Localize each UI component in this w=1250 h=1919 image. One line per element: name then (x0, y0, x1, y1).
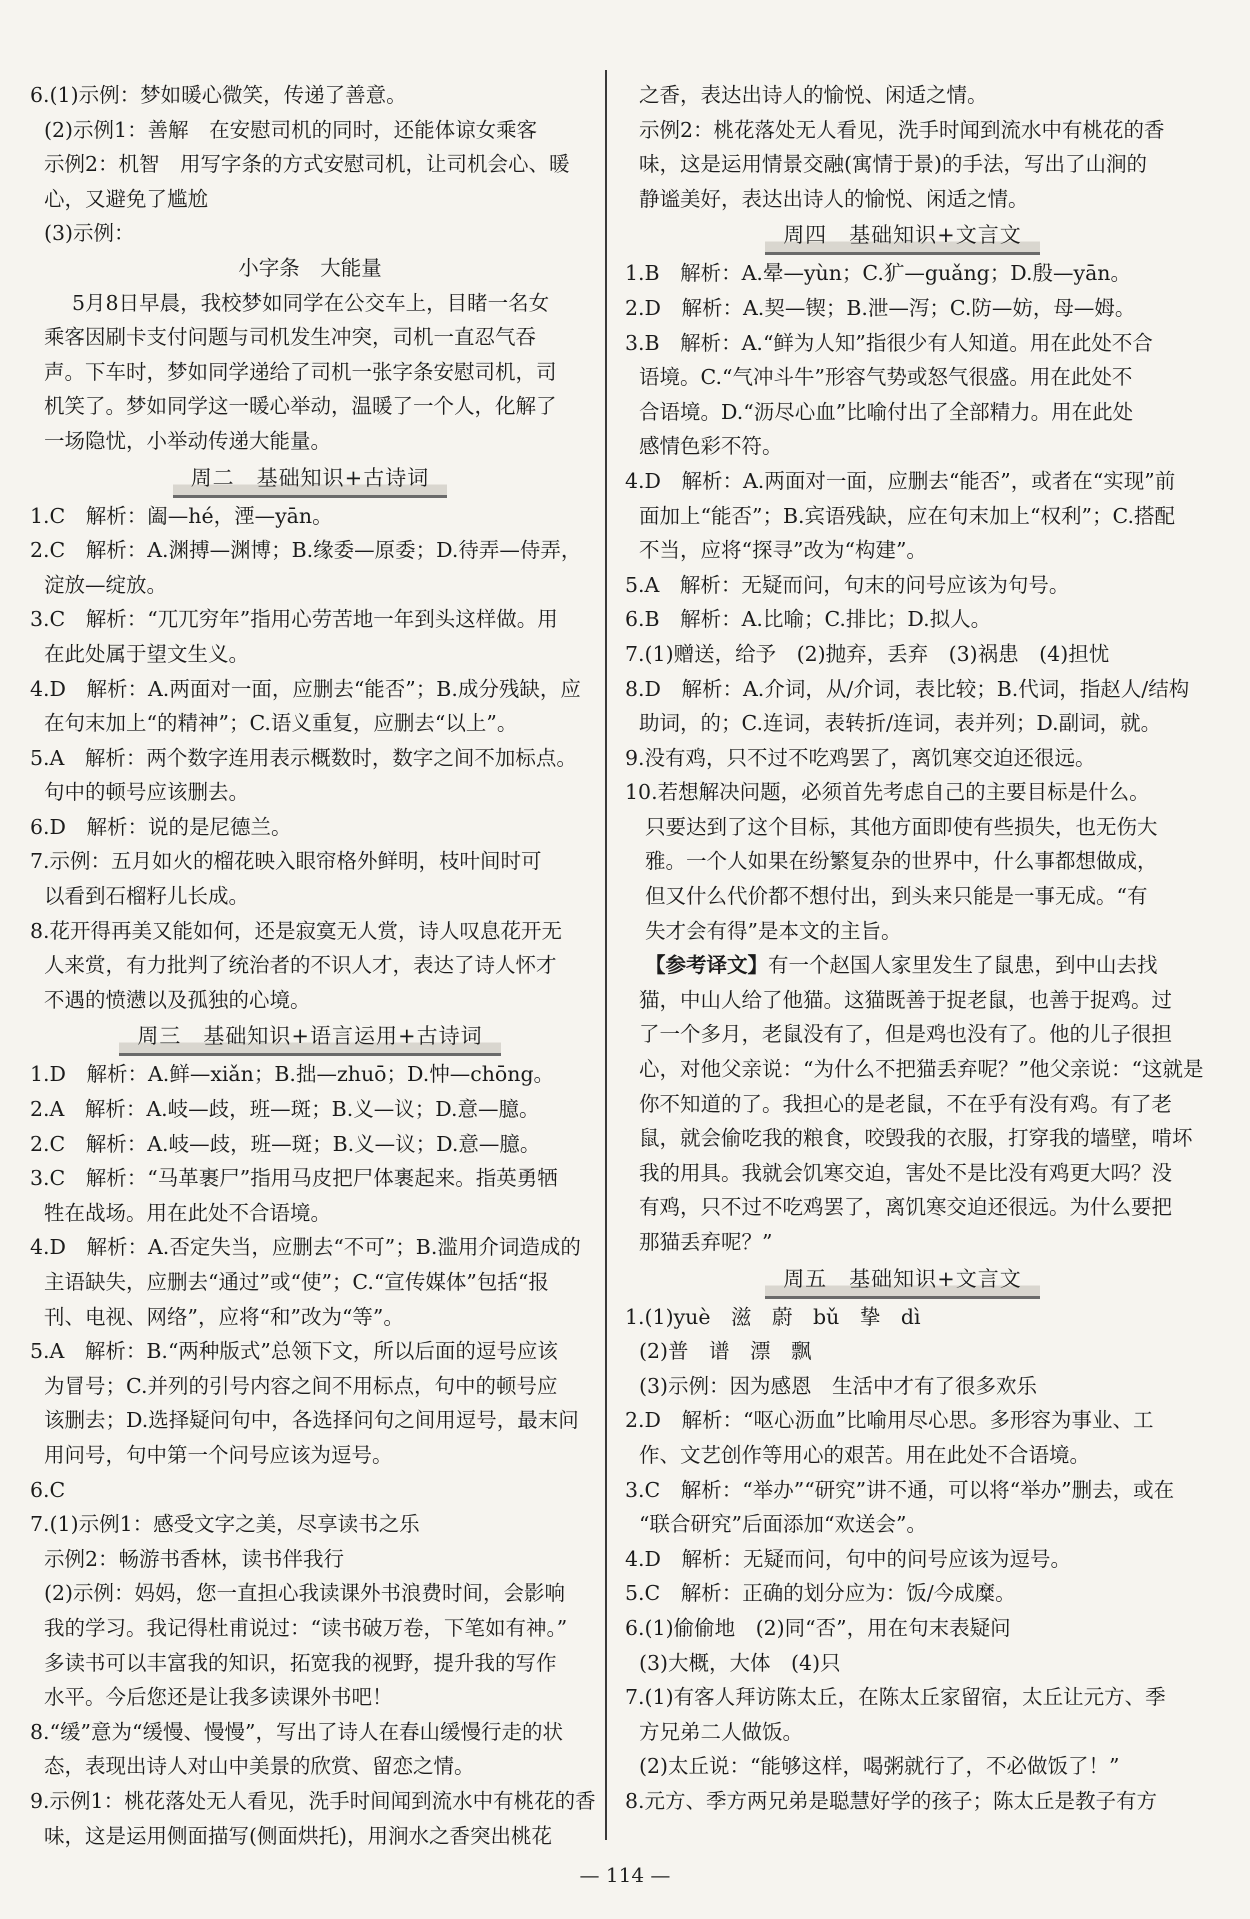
left-column (30, 78, 596, 1853)
answer-line-text: 助词，的；C.连词，表转折/连词，表并列；D.副词，就。 (639, 711, 1162, 736)
answer-line (30, 1092, 590, 1127)
answer-line-text: 7.(1)示例1：感受文字之美，尽享读书之乐 (30, 1512, 420, 1537)
answer-line (625, 602, 1180, 637)
column-divider (605, 70, 607, 1840)
answer-line (30, 1230, 590, 1265)
answer-line (625, 78, 1180, 113)
answer-line-text: 2.D 解析：“呕心沥血”比喻用尽心思。多形容为事业、工 (625, 1408, 1154, 1433)
answer-line-text: 示例2：畅游书香林，读书伴我行 (44, 1546, 345, 1571)
answer-line-text: 但又什么代价都不想付出，到头来只能是一事无成。“有 (645, 884, 1148, 909)
answer-line-text: 8.“缓”意为“缓慢、慢慢”，写出了诗人在春山缓慢行走的状 (30, 1719, 563, 1744)
answer-line-text: 6.(1)示例：梦如暖心微笑，传递了善意。 (30, 83, 407, 107)
answer-line-text: 5.A 解析：无疑而问，句末的问号应该为句号。 (625, 572, 1070, 597)
answer-line (625, 1784, 1180, 1819)
answer-line-text: 以看到石榴籽儿长成。 (44, 884, 249, 909)
answer-line-text: 多读书可以丰富我的知识，拓宽我的视野，提升我的写作 (44, 1650, 557, 1675)
answer-line (30, 602, 590, 637)
answer-line-text: 牲在战场。用在此处不合语境。 (44, 1200, 331, 1225)
answer-line (625, 113, 1180, 148)
answer-line (625, 1749, 1180, 1784)
answer-line (625, 1225, 1180, 1260)
answer-line-text: 心，又避免了尴尬 (44, 186, 208, 211)
answer-line (30, 533, 590, 568)
answer-line-text: 声。下车时，梦如同学递给了司机一张字条安慰司机，司 (44, 359, 557, 384)
answer-line-text: (2)示例1：善解 在安慰司机的同时，还能体谅女乘客 (44, 117, 538, 142)
answer-line-text: 3.B 解析：A.“鲜为人知”指很少有人知道。用在此处不合 (625, 330, 1153, 355)
answer-line-text: 有鸡，只不过不吃鸡罢了，离饥寒交迫还很远。为什么要把 (639, 1195, 1172, 1220)
answer-line-text: (2)示例：妈妈，您一直担心我读课外书浪费时间，会影响 (44, 1581, 566, 1606)
answer-line (30, 741, 590, 776)
answer-line-text: 面加上“能否”；B.宾语残缺，应在句末加上“权利”；C.搭配 (639, 503, 1175, 528)
answer-line-text: 刊、电视、网络”，应将“和”改为“等”。 (44, 1304, 404, 1329)
answer-line (625, 568, 1180, 603)
answer-line-text: 了一个多月，老鼠没有了，但是鸡也没有了。他的儿子很担 (639, 1022, 1172, 1047)
answer-line (625, 948, 1180, 983)
answer-line (30, 113, 590, 148)
answer-line-text: 8.元方、季方两兄弟是聪慧好学的孩子；陈太丘是教子有方 (625, 1788, 1158, 1813)
answer-line (30, 948, 590, 983)
answer-line (30, 251, 590, 286)
answer-line (625, 499, 1180, 534)
answer-line (30, 1784, 596, 1819)
answer-line (625, 1017, 1180, 1052)
answer-line-text: “联合研究”后面添加“欢送会”。 (639, 1512, 927, 1537)
answer-line (30, 1265, 590, 1300)
answer-line-text: 1.C 解析：阖—hé，湮—yān。 (30, 503, 333, 528)
answer-line-text: 2.C 解析：A.渊搏—渊博；B.缘委—原委；D.待弄—侍弄， (30, 538, 582, 563)
answer-line (30, 672, 590, 707)
answer-line (30, 1127, 590, 1162)
answer-line-text: 6.D 解析：说的是尼德兰。 (30, 814, 292, 839)
answer-line (625, 291, 1180, 326)
answer-line-text: 水平。今后您还是让我多读课外书吧！ (44, 1685, 393, 1710)
answer-line-text: (3)示例： (44, 221, 135, 246)
answer-line (625, 810, 1180, 845)
answer-line (30, 1300, 590, 1335)
answer-line (30, 1196, 590, 1231)
answer-line-text: 5.A 解析：B.“两种版式”总领下文，所以后面的逗号应该 (30, 1339, 558, 1364)
answer-line-text: 9.示例1：桃花落处无人看见，洗手时间闻到流水中有桃花的香 (30, 1788, 596, 1813)
section-heading (30, 461, 590, 497)
answer-line-text: 在此处属于望文生义。 (44, 641, 249, 666)
answer-line-text: (3)大概，大体 (4)只 (639, 1650, 841, 1675)
answer-line (30, 844, 590, 879)
section-heading-text: 周四 基础知识+文言文 (765, 217, 1040, 255)
answer-line-text: 示例2：桃花落处无人看见，洗手时闻到流水中有桃花的香 (639, 117, 1165, 142)
answer-line (30, 637, 590, 672)
answer-line (30, 1542, 590, 1577)
answer-line-text: 一场隐忧，小举动传递大能量。 (44, 428, 331, 453)
answer-line (625, 879, 1180, 914)
answer-line (625, 429, 1180, 464)
section-heading (30, 1019, 590, 1055)
answer-line-text: 为冒号；C.并列的引号内容之间不用标点，句中的顿号应 (44, 1373, 558, 1398)
answer-line (30, 147, 590, 182)
answer-line (625, 1121, 1193, 1156)
answer-line (625, 1507, 1180, 1542)
answer-line (625, 1646, 1180, 1681)
answer-line-text: 乘客因刷卡支付问题与司机发生冲突，司机一直忍气吞 (44, 325, 536, 350)
answer-line (30, 1819, 590, 1854)
answer-line-text: 9.没有鸡，只不过不吃鸡罢了，离饥寒交迫还很远。 (625, 745, 1096, 770)
answer-line-text: 5.A 解析：两个数字连用表示概数时，数字之间不加标点。 (30, 745, 577, 770)
answer-line-text: (3)示例：因为感恩 生活中才有了很多欢乐 (639, 1373, 1038, 1398)
answer-line (30, 355, 590, 390)
answer-line-text: 8.D 解析：A.介词，从/介词，表比较；B.代词，指赵人/结构 (625, 676, 1190, 701)
answer-line-text: 6.(1)偷偷地 (2)同“否”，用在句末表疑问 (625, 1615, 1011, 1640)
answer-line (30, 1507, 590, 1542)
translation-label: 【参考译文】 (645, 953, 768, 978)
answer-line (625, 1611, 1180, 1646)
answer-line-text: 不当，应将“探寻”改为“构建”。 (639, 538, 927, 563)
answer-line (30, 1161, 590, 1196)
answer-line (625, 1052, 1204, 1087)
answer-line (625, 706, 1180, 741)
answer-line (625, 533, 1180, 568)
answer-line (625, 395, 1180, 430)
answer-line-text: 用问号，句中第一个问号应该为逗号。 (44, 1442, 393, 1467)
answer-line-text: 那猫丢弃呢？” (639, 1230, 773, 1254)
answer-line-text: 2.C 解析：A.岐—歧，班—斑；B.义—议；D.意—臆。 (30, 1131, 541, 1156)
answer-line (625, 1403, 1180, 1438)
answer-line (30, 1369, 590, 1404)
answer-line-text: 1.(1)yuè 滋 蔚 bǔ 挚 dì (625, 1304, 921, 1329)
answer-line (30, 1473, 590, 1508)
answer-line (625, 983, 1180, 1018)
answer-line (625, 1680, 1180, 1715)
answer-line (625, 256, 1180, 291)
answer-line-text: 静谧美好，表达出诗人的愉悦、闲适之情。 (639, 186, 1029, 211)
answer-line (30, 1646, 590, 1681)
answer-line (30, 182, 590, 217)
answer-line (30, 775, 590, 810)
answer-line-text: 2.A 解析：A.岐—歧，班—斑；B.义—议；D.意—臆。 (30, 1097, 540, 1122)
answer-line-text: 5.C 解析：正确的划分应为：饭/今成糜。 (625, 1581, 1016, 1606)
answer-line-text: 7.示例：五月如火的榴花映入眼帘格外鲜明，枝叶间时可 (30, 849, 542, 874)
answer-line (30, 1334, 590, 1369)
section-heading-text: 周五 基础知识+文言文 (765, 1261, 1040, 1299)
answer-line-text: 味，这是运用情景交融(寓情于景)的手法，写出了山涧的 (639, 152, 1147, 177)
answer-line-text: 小字条 大能量 (238, 255, 382, 280)
answer-line-text: 之香，表达出诗人的愉悦、闲适之情。 (639, 83, 988, 107)
answer-line (625, 1473, 1180, 1508)
answer-line-text: 不遇的愤懑以及孤独的心境。 (44, 987, 311, 1012)
answer-line-text: 7.(1)有客人拜访陈太丘，在陈太丘家留宿，太丘让元方、季 (625, 1685, 1166, 1710)
answer-line-text: 4.D 解析：A.否定失当，应删去“不可”；B.滥用介词造成的 (30, 1235, 581, 1260)
answer-line-text: 主语缺失，应删去“通过”或“使”；C.“宣传媒体”包括“报 (44, 1270, 549, 1294)
answer-line-text: 在句末加上“的精神”；C.语义重复，应删去“以上”。 (44, 711, 518, 736)
answer-line (625, 1334, 1180, 1369)
answer-line (625, 147, 1180, 182)
answer-line (625, 672, 1190, 707)
answer-line-text: 8.花开得再美又能如何，还是寂寞无人赏，诗人叹息花开无 (30, 918, 563, 943)
answer-line-text: 方兄弟二人做饭。 (639, 1719, 803, 1744)
answer-line-text: 7.(1)赠送，给予 (2)抛弃，丢弃 (3)祸患 (4)担忧 (625, 641, 1110, 666)
answer-line (625, 637, 1180, 672)
answer-line-text: 雅。一个人如果在纷繁复杂的世界中，什么事都想做成， (645, 849, 1158, 874)
answer-line (30, 1057, 590, 1092)
answer-line (30, 1715, 590, 1750)
answer-line (625, 775, 1180, 810)
answer-line (30, 1576, 590, 1611)
answer-line-text: 6.C (30, 1477, 66, 1502)
answer-line-text: 4.D 解析：A.两面对一面，应删去“能否”；B.成分残缺，应 (30, 676, 581, 701)
answer-line (30, 78, 590, 113)
answer-line-text: 4.D 解析：无疑而问，句中的问号应该为逗号。 (625, 1546, 1071, 1571)
answer-line-text: (2)太丘说：“能够这样，喝粥就行了，不必做饭了！” (639, 1754, 1120, 1779)
answer-line-text: 2.D 解析：A.契—锲；B.泄—泻；C.防—妨，母—姆。 (625, 295, 1136, 320)
answer-line-text: 10.若想解决问题，必须首先考虑自己的主要目标是什么。 (625, 780, 1150, 805)
answer-line (625, 741, 1180, 776)
answer-line-text: 该删去；D.选择疑问句中，各选择问句之间用逗号，最末问 (44, 1408, 579, 1433)
section-heading (625, 218, 1180, 254)
answer-line-text: (2)普 谱 漂 飘 (639, 1339, 812, 1364)
answer-line (30, 568, 590, 603)
answer-line-text: 有一个赵国人家里发生了鼠患，到中山去找 (768, 953, 1158, 978)
answer-line (625, 1190, 1180, 1225)
answer-line-text: 语境。C.“气冲斗牛”形容气势或怒气很盛。用在此处不 (639, 365, 1133, 390)
answer-line-text: 心，对他父亲说：“为什么不把猫丢弃呢？”他父亲说：“这就是 (639, 1057, 1204, 1082)
answer-line-text: 作、文艺创作等用心的艰苦。用在此处不合语境。 (639, 1442, 1090, 1467)
answer-line (625, 1300, 1180, 1335)
answer-line (30, 216, 590, 251)
answer-line-text: 味，这是运用侧面描写(侧面烘托)，用涧水之香突出桃花 (44, 1823, 552, 1848)
answer-line (30, 1680, 590, 1715)
answer-line (625, 1156, 1180, 1191)
answer-line (625, 464, 1180, 499)
answer-line (30, 424, 590, 459)
answer-line (625, 326, 1180, 361)
answer-line-text: 淀放—绽放。 (44, 572, 167, 597)
answer-line (625, 182, 1180, 217)
answer-line (30, 914, 590, 949)
answer-line-text: 6.B 解析：A.比喻；C.排比；D.拟人。 (625, 607, 992, 632)
page-number: — 114 — (579, 1863, 671, 1887)
section-heading-text: 周二 基础知识+古诗词 (173, 460, 448, 498)
answer-line (30, 1438, 590, 1473)
answer-line-text: 失才会有得”是本文的主旨。 (645, 918, 902, 943)
answer-line (625, 360, 1180, 395)
answer-line (30, 286, 590, 321)
answer-line (30, 879, 590, 914)
section-heading (625, 1262, 1180, 1298)
answer-line-text: 示例2：机智 用写字条的方式安慰司机，让司机会心、暖 (44, 152, 570, 177)
answer-line (625, 1576, 1180, 1611)
answer-line (30, 320, 590, 355)
answer-line-text: 鼠，就会偷吃我的粮食，咬毁我的衣服，打穿我的墙壁，啃坏 (639, 1126, 1193, 1151)
answer-line-text: 感情色彩不符。 (639, 434, 783, 459)
answer-line-text: 机笑了。梦如同学这一暖心举动，温暖了一个人，化解了 (44, 394, 557, 419)
answer-line (30, 1403, 590, 1438)
answer-line (30, 810, 590, 845)
answer-line-text: 只要达到了这个目标，其他方面即使有些损失，也无伤大 (645, 814, 1158, 839)
answer-line (30, 389, 590, 424)
answer-line-text: 人来赏，有力批判了统治者的不识人才，表达了诗人怀才 (44, 953, 557, 978)
answer-line-text: 我的学习。我记得杜甫说过：“读书破万卷，下笔如有神。” (44, 1615, 568, 1640)
answer-line-text: 我的用具。我就会饥寒交迫，害处不是比没有鸡更大吗？没 (639, 1160, 1172, 1185)
answer-line (30, 1611, 590, 1646)
answer-line (625, 1087, 1180, 1122)
answer-line-text: 合语境。D.“沥尽心血”比喻付出了全部精力。用在此处 (639, 399, 1134, 424)
answer-line-text: 3.C 解析：“举办”“研究”讲不通，可以将“举办”删去，或在 (625, 1477, 1175, 1502)
answer-line (30, 1749, 590, 1784)
answer-line-text: 3.C 解析：“马革裹尸”指用马皮把尸体裹起来。指英勇牺 (30, 1166, 558, 1191)
answer-line (30, 983, 590, 1018)
right-column (625, 78, 1204, 1819)
answer-line (625, 844, 1180, 879)
answer-line (30, 706, 590, 741)
answer-line-text: 句中的顿号应该删去。 (44, 780, 249, 805)
answer-line (625, 1715, 1180, 1750)
answer-line-text: 3.C 解析：“兀兀穷年”指用心劳苦地一年到头这样做。用 (30, 607, 558, 632)
answer-line-text: 4.D 解析：A.两面对一面，应删去“能否”，或者在“实现”前 (625, 468, 1176, 493)
answer-line-text: 1.D 解析：A.鲜—xiǎn；B.拙—zhuō；D.忡—chōng。 (30, 1062, 555, 1087)
answer-line-text: 你不知道的了。我担心的是老鼠，不在乎有没有鸡。有了老 (639, 1091, 1172, 1116)
answer-line (625, 1438, 1180, 1473)
answer-line-text: 5月8日早晨，我校梦如同学在公交车上，目睹一名女 (72, 290, 550, 315)
answer-line (30, 499, 590, 534)
section-heading-text: 周三 基础知识+语言运用+古诗词 (119, 1018, 500, 1056)
answer-line-text: 1.B 解析：A.晕—yùn；C.犷—guǎng；D.殷—yān。 (625, 261, 1132, 286)
answer-line (625, 1542, 1180, 1577)
answer-line-text: 猫，中山人给了他猫。这猫既善于捉老鼠，也善于捉鸡。过 (639, 987, 1172, 1012)
answer-line (625, 914, 1180, 949)
answer-line (625, 1369, 1180, 1404)
answer-line-text: 态，表现出诗人对山中美景的欣赏、留恋之情。 (44, 1754, 475, 1779)
